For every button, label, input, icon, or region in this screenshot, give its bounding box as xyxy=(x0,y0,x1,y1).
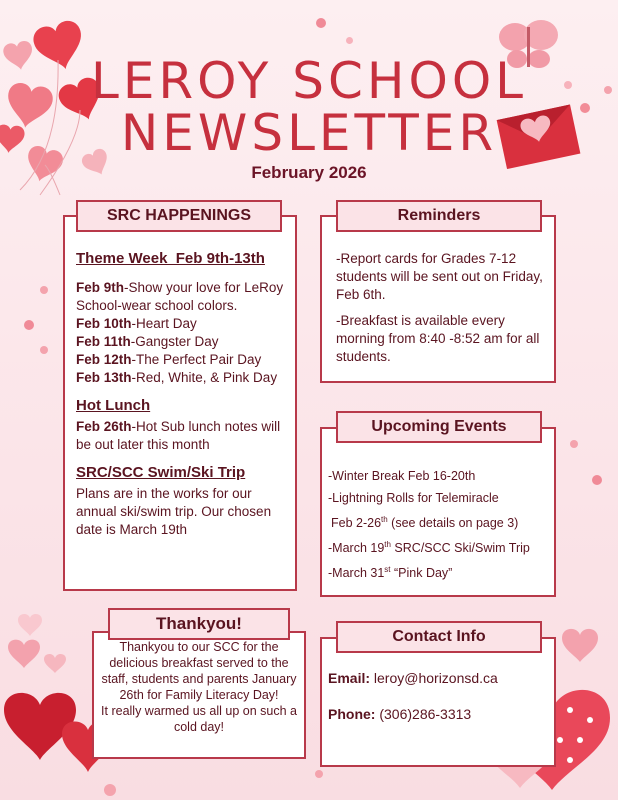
event-item: Feb 2-26th (see details on page 3) xyxy=(331,515,519,531)
thankyou-heading: Thankyou! xyxy=(108,608,290,640)
event-item: -March 19th SRC/SCC Ski/Swim Trip xyxy=(328,540,530,556)
hot-lunch-title: Hot Lunch xyxy=(76,397,151,414)
theme-day-item: Feb 10th-Heart Day xyxy=(76,316,197,331)
reminder-item: -Breakfast is available every morning from 8:40 -8:52 am for all students. xyxy=(336,313,540,364)
theme-day-item: Feb 13th-Red, White, & Pink Day xyxy=(76,370,278,385)
theme-day-item: Feb 11th-Gangster Day xyxy=(76,334,219,349)
trip-text: Plans are in the works for our annual ski/swim trip. Our chosen date is March 19th xyxy=(76,486,272,537)
newsletter-date: February 2026 xyxy=(251,163,367,182)
decorative-dot xyxy=(316,18,326,28)
decorative-dot xyxy=(24,320,34,330)
contact-info-content xyxy=(328,670,554,722)
reminder-item: -Report cards for Grades 7-12 students will be sent out on Friday, Feb 6th. xyxy=(336,251,543,302)
title-line-2: NEWSLETTER xyxy=(120,104,498,162)
decorative-dot xyxy=(570,440,578,448)
thankyou-text: Thankyou to our SCC for the delicious breakfast served to the staff, students and parents January 26th for Family Literacy Day! xyxy=(101,640,297,702)
theme-week-title: Theme Week Feb 9th-13th xyxy=(76,250,265,267)
event-item: -Lightning Rolls for Telemiracle xyxy=(328,491,499,505)
decorative-dot xyxy=(346,37,353,44)
theme-day-item: Feb 9th-Show your love for LeRoy School-wear school colors. xyxy=(76,280,284,313)
hot-lunch-text: Feb 26th-Hot Sub lunch notes will be out later this month xyxy=(76,419,281,452)
thankyou-content xyxy=(96,639,302,735)
contact-info-heading: Contact Info xyxy=(336,621,542,653)
trip-title: SRC/SCC Swim/Ski Trip xyxy=(76,464,246,481)
contact-email: Email: leroy@horizonsd.ca xyxy=(328,670,498,686)
decorative-dot xyxy=(592,475,602,485)
thankyou-text: It really warmed us all up on such a cold day! xyxy=(101,704,297,734)
decorative-dot xyxy=(40,286,48,294)
reminders-content xyxy=(336,250,546,366)
email-link[interactable]: leroy@horizonsd.ca xyxy=(373,670,498,686)
upcoming-events-heading: Upcoming Events xyxy=(336,411,542,443)
contact-phone: Phone: (306)286-3313 xyxy=(328,706,472,722)
src-happenings-content xyxy=(76,250,288,539)
src-happenings-heading: SRC HAPPENINGS xyxy=(76,200,282,232)
event-item: -March 31st “Pink Day” xyxy=(328,565,453,581)
upcoming-events-content xyxy=(328,465,554,584)
title-line-1: LEROY SCHOOL xyxy=(90,52,528,110)
theme-day-item: Feb 12th-The Perfect Pair Day xyxy=(76,352,262,367)
decorative-dot xyxy=(40,346,48,354)
event-item: -Winter Break Feb 16-20th xyxy=(328,469,476,483)
decorative-dot xyxy=(315,770,323,778)
reminders-heading: Reminders xyxy=(336,200,542,232)
